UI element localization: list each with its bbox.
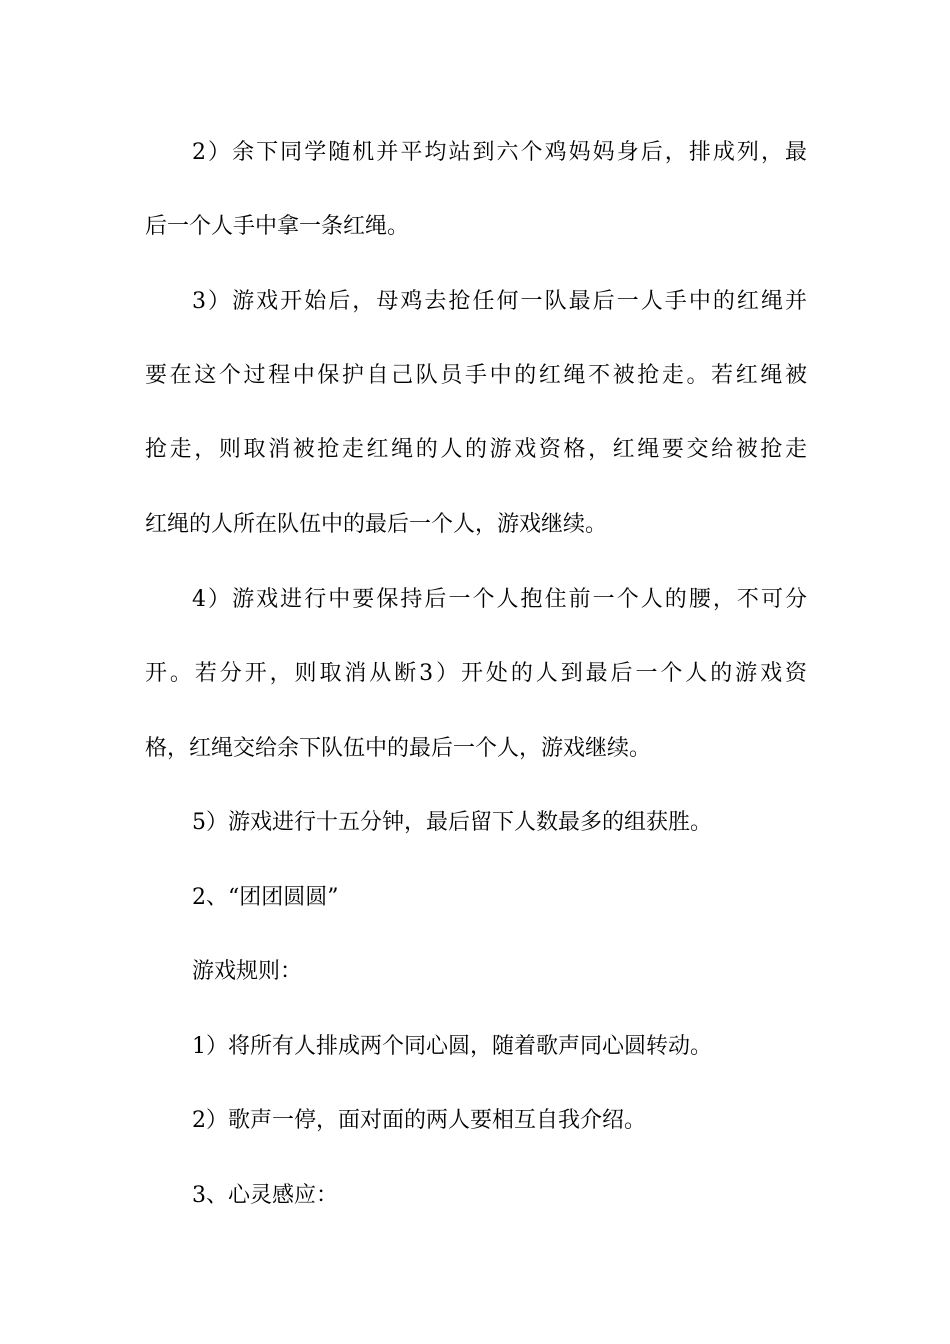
text-line-4: 要在这个过程中保护自己队员手中的红绳不被抢走。若红绳被 [145,363,807,388]
text-line-14: 2）歌声一停，面对面的两人要相互自我介绍。 [192,1108,646,1133]
text-line-3: 3）游戏开始后，母鸡去抢任何一队最后一人手中的红绳并 [192,289,807,314]
text-line-13: 1）将所有人排成两个同心圆，随着歌声同心圆转动。 [192,1034,712,1059]
text-line-7: 4）游戏进行中要保持后一个人抱住前一个人的腰，不可分 [192,587,807,612]
section-heading-3: 3、心灵感应： [192,1183,338,1208]
text-line-10: 5）游戏进行十五分钟，最后留下人数最多的组获胜。 [192,810,712,835]
text-line-9: 格，红绳交给余下队伍中的最后一个人，游戏继续。 [145,736,652,761]
section-heading-2: 2、“团团圆圆” [192,885,339,910]
text-line-6: 红绳的人所在队伍中的最后一个人，游戏继续。 [145,512,608,537]
text-line-8: 开。若分开，则取消从断3）开处的人到最后一个人的游戏资 [145,661,807,686]
text-line-5: 抢走，则取消被抢走红绳的人的游戏资格，红绳要交给被抢走 [145,437,807,462]
text-line-2: 后一个人手中拿一条红绳。 [145,214,410,239]
text-line-1: 2）余下同学随机并平均站到六个鸡妈妈身后，排成列，最 [192,140,807,165]
text-line-game-rules: 游戏规则： [192,959,303,984]
